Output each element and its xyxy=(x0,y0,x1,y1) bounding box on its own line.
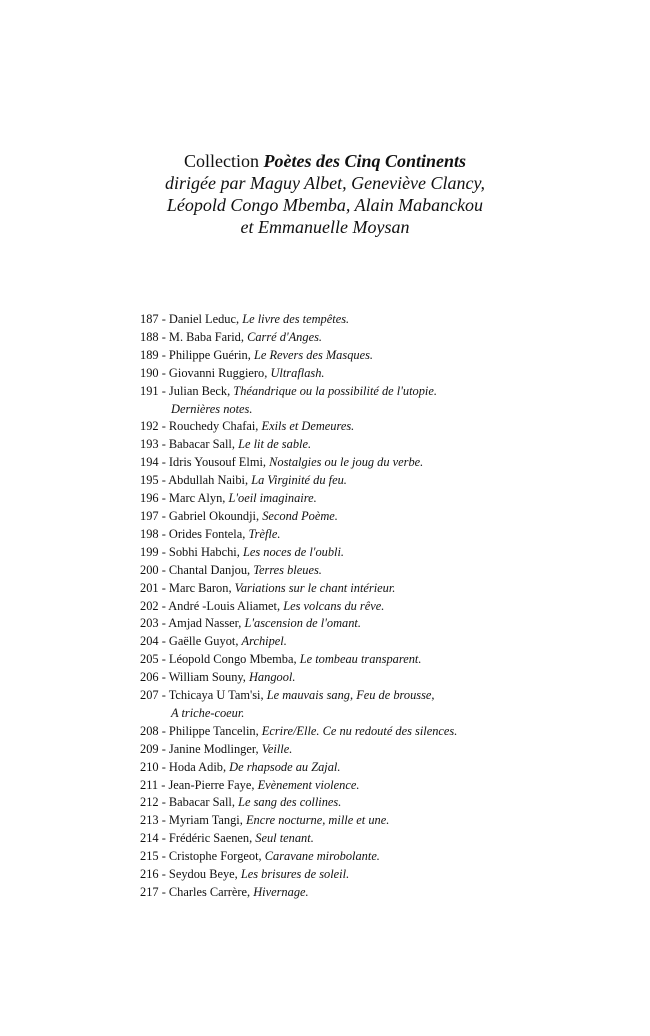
entry-title: De rhapsode au Zajal. xyxy=(229,759,341,774)
entry-number: 196 xyxy=(140,491,159,506)
list-item-continuation xyxy=(140,705,640,723)
entry-author: Chantal Danjou, xyxy=(168,562,251,577)
entry-number: 213 xyxy=(140,813,159,828)
entry-title: Le tombeau transparent. xyxy=(299,652,422,667)
entry-author: Idris Yousouf Elmi, xyxy=(168,455,266,470)
entry-author: Babacar Sall, xyxy=(168,795,235,810)
entry-author: Tchicaya U Tam'si, xyxy=(168,688,264,703)
collection-prefix: Collection xyxy=(183,151,264,171)
entry-number: 217 xyxy=(140,885,159,899)
entry-number: 197 xyxy=(140,508,159,523)
list-item: 206 - William Souny, Hangool. xyxy=(140,670,296,685)
list-item: 196 - Marc Alyn, L'oeil imaginaire. xyxy=(140,491,317,506)
list-item: 217 - Charles Carrère, Hivernage. xyxy=(140,885,309,899)
entry-number: 209 xyxy=(140,741,159,756)
list-item: 198 - Orides Fontela, Trèfle. xyxy=(140,526,281,541)
collection-name: Poètes des Cinq Continents xyxy=(263,151,467,171)
list-item: 202 - André -Louis Aliamet, Les volcans du rêve. xyxy=(140,598,385,613)
entry-author: Daniel Leduc, xyxy=(168,312,240,326)
entry-title: Le Revers des Masques. xyxy=(253,347,374,362)
entry-author: Seydou Beye, xyxy=(168,867,238,882)
entry-title: Archipel. xyxy=(241,634,287,649)
header-line-4 xyxy=(0,216,650,238)
entry-number: 203 xyxy=(140,616,159,631)
entry-number: 194 xyxy=(140,455,159,470)
entry-author: Amjad Nasser, xyxy=(168,616,242,631)
entry-author: Philippe Guérin, xyxy=(168,347,251,362)
entry-title: L'oeil imaginaire. xyxy=(228,491,317,506)
entry-number: 215 xyxy=(140,849,159,864)
entry-number: 212 xyxy=(140,795,159,810)
entry-number: 210 xyxy=(140,759,159,774)
entry-number: 202 xyxy=(140,598,159,613)
entry-title: Encre nocturne, mille et une. xyxy=(245,813,390,828)
entry-author: Babacar Sall, xyxy=(168,437,235,452)
entry-title: Seul tenant. xyxy=(255,831,314,846)
entry-title-continuation: A triche-coeur. xyxy=(171,705,245,720)
entry-title: Carré d'Anges. xyxy=(247,329,322,344)
entry-author: Hoda Adib, xyxy=(168,759,227,774)
entry-number: 214 xyxy=(140,831,159,846)
entry-number: 211 xyxy=(140,777,159,792)
entry-title: Le livre des tempêtes. xyxy=(242,312,350,326)
list-item: 194 - Idris Yousouf Elmi, Nostalgies ou le joug du verbe. xyxy=(140,455,424,470)
list-item: 213 - Myriam Tangi, Encre nocturne, mille et une. xyxy=(140,813,390,828)
list-item: 208 - Philippe Tancelin, Ecrire/Elle. Ce nu redouté des silences. xyxy=(140,723,458,738)
entry-title: Ultraflash. xyxy=(270,365,325,380)
list-item: 197 - Gabriel Okoundji, Second Poème. xyxy=(140,508,338,523)
list-item: 204 - Gaëlle Guyot, Archipel. xyxy=(140,634,287,649)
list-item: 187 - Daniel Leduc, Le livre des tempêtes. xyxy=(140,312,350,326)
entry-number: 195 xyxy=(140,473,159,488)
list-item: 210 - Hoda Adib, De rhapsode au Zajal. xyxy=(140,759,341,774)
list-item: 189 - Philippe Guérin, Le Revers des Masques. xyxy=(140,347,374,362)
entry-author: André -Louis Aliamet, xyxy=(168,598,281,613)
entry-title: Le lit de sable. xyxy=(238,437,312,452)
entry-number: 204 xyxy=(140,634,159,649)
entry-number: 190 xyxy=(140,365,159,380)
entry-number: 201 xyxy=(140,580,159,595)
entry-author: Rouchedy Chafai, xyxy=(168,419,259,434)
entry-number: 191 xyxy=(140,383,159,398)
entry-number: 188 xyxy=(140,329,159,344)
entry-title: Hangool. xyxy=(248,670,296,685)
entry-number: 206 xyxy=(140,670,159,685)
entry-title: Variations sur le chant intérieur. xyxy=(234,580,396,595)
entry-number: 207 xyxy=(140,688,159,703)
entry-author: Janine Modlinger, xyxy=(168,741,259,756)
entry-title: Trèfle. xyxy=(248,526,281,541)
entry-author: Charles Carrère, xyxy=(168,885,251,899)
list-item: 203 - Amjad Nasser, L'ascension de l'omant. xyxy=(140,616,361,631)
entry-author: Marc Alyn, xyxy=(168,491,226,506)
entry-title: Le sang des collines. xyxy=(238,795,342,810)
list-item: 191 - Julian Beck, Théandrique ou la possibilité de l'utopie. xyxy=(140,383,437,398)
list-item: 188 - M. Baba Farid, Carré d'Anges. xyxy=(140,329,322,344)
list-item: 209 - Janine Modlinger, Veille. xyxy=(140,741,293,756)
entry-title: Ecrire/Elle. Ce nu redouté des silences. xyxy=(261,723,458,738)
entry-number: 200 xyxy=(140,562,159,577)
entry-number: 198 xyxy=(140,526,159,541)
entry-author: Julian Beck, xyxy=(168,383,231,398)
entry-title: Les brisures de soleil. xyxy=(240,867,350,882)
entry-title: Terres bleues. xyxy=(253,562,322,577)
list-item: 216 - Seydou Beye, Les brisures de soleil. xyxy=(140,867,350,882)
entry-number: 208 xyxy=(140,723,159,738)
entry-author: Cristophe Forgeot, xyxy=(168,849,262,864)
entry-title: Les noces de l'oubli. xyxy=(242,544,345,559)
entry-author: Frédéric Saenen, xyxy=(168,831,253,846)
entry-author: Marc Baron, xyxy=(168,580,232,595)
header-line-2 xyxy=(0,172,650,194)
entry-author: Myriam Tangi, xyxy=(168,813,243,828)
entry-number: 192 xyxy=(140,419,159,434)
list-item: 211 - Jean-Pierre Faye, Evènement violence. xyxy=(140,777,360,792)
entry-title: Théandrique ou la possibilité de l'utopie. xyxy=(233,383,437,398)
entry-title: Evènement violence. xyxy=(257,777,360,792)
entry-number: 216 xyxy=(140,867,159,882)
entry-title: Hivernage. xyxy=(253,885,309,899)
entry-author: William Souny, xyxy=(168,670,246,685)
title-list xyxy=(140,311,640,902)
editors-line-3: Léopold Congo Mbemba, Alain Mabanckou xyxy=(166,195,484,215)
list-item: 205 - Léopold Congo Mbemba, Le tombeau transparent. xyxy=(140,652,422,667)
entry-title: L'ascension de l'omant. xyxy=(244,616,361,631)
entry-number: 189 xyxy=(140,347,159,362)
entry-author: Gabriel Okoundji, xyxy=(168,508,260,523)
collection-header xyxy=(0,150,650,238)
entry-title: Veille. xyxy=(261,741,293,756)
entry-title: Second Poème. xyxy=(262,508,338,523)
list-item: 212 - Babacar Sall, Le sang des collines. xyxy=(140,795,342,810)
entry-title-continuation: Dernières notes. xyxy=(171,401,253,416)
entry-number: 205 xyxy=(140,652,159,667)
entry-number: 187 xyxy=(140,312,159,326)
header-line-3 xyxy=(0,194,650,216)
editors-line-4: et Emmanuelle Moysan xyxy=(240,217,410,237)
list-item-continuation xyxy=(140,401,640,419)
entry-title: La Virginité du feu. xyxy=(251,473,347,488)
list-item: 207 - Tchicaya U Tam'si, Le mauvais sang, Feu de brousse, xyxy=(140,688,435,703)
entry-title: Les volcans du rêve. xyxy=(283,598,385,613)
entry-title: Caravane mirobolante. xyxy=(264,849,380,864)
list-item: 195 - Abdullah Naibi, La Virginité du feu. xyxy=(140,473,347,488)
entry-number: 199 xyxy=(140,544,159,559)
editors-line-2: dirigée par Maguy Albet, Geneviève Clancy, xyxy=(164,173,486,193)
list-item: 214 - Frédéric Saenen, Seul tenant. xyxy=(140,831,314,846)
list-item: 201 - Marc Baron, Variations sur le chant intérieur. xyxy=(140,580,396,595)
entry-title: Le mauvais sang, Feu de brousse, xyxy=(266,688,435,703)
list-item: 190 - Giovanni Ruggiero, Ultraflash. xyxy=(140,365,325,380)
entry-author: Léopold Congo Mbemba, xyxy=(168,652,297,667)
list-item: 192 - Rouchedy Chafai, Exils et Demeures. xyxy=(140,419,355,434)
list-item: 193 - Babacar Sall, Le lit de sable. xyxy=(140,437,312,452)
entry-author: Jean-Pierre Faye, xyxy=(168,777,255,792)
entry-author: Gaëlle Guyot, xyxy=(168,634,239,649)
entry-title: Nostalgies ou le joug du verbe. xyxy=(269,455,424,470)
entry-title: Exils et Demeures. xyxy=(261,419,355,434)
list-item: 200 - Chantal Danjou, Terres bleues. xyxy=(140,562,322,577)
entry-author: Sobhi Habchi, xyxy=(168,544,240,559)
list-item: 215 - Cristophe Forgeot, Caravane mirobolante. xyxy=(140,849,380,864)
list-item: 199 - Sobhi Habchi, Les noces de l'oubli. xyxy=(140,544,345,559)
header-line-1 xyxy=(0,150,650,172)
entry-author: Orides Fontela, xyxy=(168,526,246,541)
entry-author: M. Baba Farid, xyxy=(168,329,244,344)
entry-author: Philippe Tancelin, xyxy=(168,723,259,738)
entry-number: 193 xyxy=(140,437,159,452)
entry-author: Giovanni Ruggiero, xyxy=(168,365,268,380)
entry-author: Abdullah Naibi, xyxy=(168,473,249,488)
